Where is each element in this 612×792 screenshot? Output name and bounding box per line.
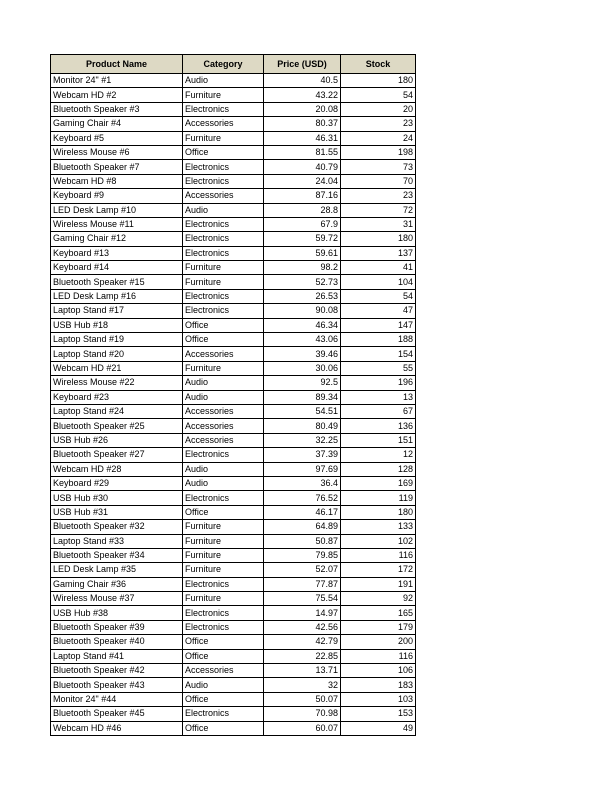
table-row (51, 390, 416, 404)
cell-price: 20.08 (264, 102, 341, 116)
table-row (51, 433, 416, 447)
cell-category: Accessories (183, 433, 264, 447)
cell-category: Furniture (183, 592, 264, 606)
cell-category: Office (183, 318, 264, 332)
cell-stock: 200 (341, 635, 416, 649)
cell-category: Furniture (183, 131, 264, 145)
cell-product-name: Monitor 24" #1 (51, 74, 183, 88)
table-row (51, 707, 416, 721)
cell-product-name: Monitor 24" #44 (51, 692, 183, 706)
table-row (51, 189, 416, 203)
cell-category: Furniture (183, 520, 264, 534)
cell-category: Office (183, 649, 264, 663)
cell-category: Electronics (183, 289, 264, 303)
table-row (51, 88, 416, 102)
cell-stock: 198 (341, 145, 416, 159)
cell-category: Audio (183, 390, 264, 404)
cell-price: 87.16 (264, 189, 341, 203)
table-row (51, 304, 416, 318)
cell-product-name: Keyboard #13 (51, 246, 183, 260)
cell-product-name: Bluetooth Speaker #40 (51, 635, 183, 649)
table-row (51, 476, 416, 490)
cell-price: 98.2 (264, 261, 341, 275)
cell-stock: 180 (341, 74, 416, 88)
table-row (51, 664, 416, 678)
cell-category: Accessories (183, 664, 264, 678)
cell-product-name: Keyboard #9 (51, 189, 183, 203)
table-row (51, 678, 416, 692)
cell-category: Accessories (183, 419, 264, 433)
cell-stock: 116 (341, 548, 416, 562)
table-row (51, 548, 416, 562)
table-body (51, 74, 416, 736)
cell-price: 26.53 (264, 289, 341, 303)
cell-stock: 106 (341, 664, 416, 678)
cell-category: Office (183, 505, 264, 519)
cell-product-name: Wireless Mouse #11 (51, 217, 183, 231)
cell-price: 39.46 (264, 347, 341, 361)
cell-stock: 73 (341, 160, 416, 174)
cell-product-name: Gaming Chair #36 (51, 577, 183, 591)
cell-product-name: USB Hub #30 (51, 491, 183, 505)
cell-category: Accessories (183, 189, 264, 203)
cell-product-name: Bluetooth Speaker #39 (51, 620, 183, 634)
cell-product-name: Bluetooth Speaker #45 (51, 707, 183, 721)
cell-product-name: Bluetooth Speaker #42 (51, 664, 183, 678)
cell-product-name: Gaming Chair #4 (51, 117, 183, 131)
cell-product-name: USB Hub #26 (51, 433, 183, 447)
table-row (51, 160, 416, 174)
cell-product-name: Laptop Stand #19 (51, 333, 183, 347)
cell-stock: 70 (341, 174, 416, 188)
table-row (51, 692, 416, 706)
cell-category: Office (183, 333, 264, 347)
product-table (50, 54, 416, 736)
cell-price: 28.8 (264, 203, 341, 217)
cell-product-name: Laptop Stand #17 (51, 304, 183, 318)
cell-product-name: Laptop Stand #20 (51, 347, 183, 361)
cell-price: 52.73 (264, 275, 341, 289)
cell-category: Electronics (183, 304, 264, 318)
table-row (51, 505, 416, 519)
cell-stock: 23 (341, 117, 416, 131)
table-row (51, 217, 416, 231)
table-row (51, 131, 416, 145)
table-row (51, 462, 416, 476)
cell-stock: 196 (341, 376, 416, 390)
cell-category: Furniture (183, 361, 264, 375)
cell-stock: 147 (341, 318, 416, 332)
cell-price: 75.54 (264, 592, 341, 606)
cell-price: 37.39 (264, 448, 341, 462)
cell-stock: 12 (341, 448, 416, 462)
cell-price: 89.34 (264, 390, 341, 404)
header-product-name: Product Name (51, 55, 183, 74)
cell-stock: 23 (341, 189, 416, 203)
cell-price: 67.9 (264, 217, 341, 231)
table-row (51, 117, 416, 131)
cell-category: Audio (183, 376, 264, 390)
cell-stock: 104 (341, 275, 416, 289)
cell-stock: 183 (341, 678, 416, 692)
cell-category: Audio (183, 203, 264, 217)
cell-category: Audio (183, 462, 264, 476)
table-row (51, 620, 416, 634)
cell-price: 81.55 (264, 145, 341, 159)
cell-price: 92.5 (264, 376, 341, 390)
cell-stock: 67 (341, 404, 416, 418)
cell-category: Electronics (183, 577, 264, 591)
cell-product-name: USB Hub #38 (51, 606, 183, 620)
cell-stock: 49 (341, 721, 416, 735)
table-row (51, 404, 416, 418)
cell-stock: 136 (341, 419, 416, 433)
table-row (51, 318, 416, 332)
cell-price: 46.17 (264, 505, 341, 519)
table-row (51, 246, 416, 260)
cell-product-name: Bluetooth Speaker #7 (51, 160, 183, 174)
cell-stock: 169 (341, 476, 416, 490)
cell-product-name: Laptop Stand #33 (51, 534, 183, 548)
table-row (51, 721, 416, 735)
cell-product-name: Bluetooth Speaker #3 (51, 102, 183, 116)
cell-price: 30.06 (264, 361, 341, 375)
cell-category: Electronics (183, 707, 264, 721)
cell-category: Furniture (183, 261, 264, 275)
cell-category: Furniture (183, 88, 264, 102)
cell-price: 42.79 (264, 635, 341, 649)
cell-product-name: Keyboard #14 (51, 261, 183, 275)
cell-price: 13.71 (264, 664, 341, 678)
cell-category: Audio (183, 678, 264, 692)
cell-price: 79.85 (264, 548, 341, 562)
cell-stock: 188 (341, 333, 416, 347)
cell-price: 90.08 (264, 304, 341, 318)
cell-product-name: Laptop Stand #24 (51, 404, 183, 418)
cell-category: Electronics (183, 246, 264, 260)
cell-product-name: Laptop Stand #41 (51, 649, 183, 663)
cell-stock: 55 (341, 361, 416, 375)
cell-stock: 172 (341, 563, 416, 577)
cell-price: 77.87 (264, 577, 341, 591)
table-row (51, 261, 416, 275)
cell-product-name: Bluetooth Speaker #15 (51, 275, 183, 289)
cell-category: Electronics (183, 232, 264, 246)
cell-stock: 31 (341, 217, 416, 231)
cell-price: 42.56 (264, 620, 341, 634)
cell-price: 52.07 (264, 563, 341, 577)
cell-category: Office (183, 721, 264, 735)
cell-product-name: Gaming Chair #12 (51, 232, 183, 246)
cell-price: 54.51 (264, 404, 341, 418)
cell-product-name: Bluetooth Speaker #34 (51, 548, 183, 562)
table-row (51, 275, 416, 289)
cell-product-name: LED Desk Lamp #35 (51, 563, 183, 577)
cell-price: 60.07 (264, 721, 341, 735)
cell-price: 43.06 (264, 333, 341, 347)
cell-product-name: Wireless Mouse #22 (51, 376, 183, 390)
cell-product-name: Bluetooth Speaker #27 (51, 448, 183, 462)
cell-category: Electronics (183, 174, 264, 188)
cell-category: Audio (183, 476, 264, 490)
header-row (51, 55, 416, 74)
cell-stock: 102 (341, 534, 416, 548)
cell-stock: 179 (341, 620, 416, 634)
cell-price: 59.61 (264, 246, 341, 260)
table-row (51, 563, 416, 577)
cell-product-name: Bluetooth Speaker #43 (51, 678, 183, 692)
cell-stock: 24 (341, 131, 416, 145)
cell-price: 22.85 (264, 649, 341, 663)
cell-stock: 72 (341, 203, 416, 217)
cell-category: Furniture (183, 534, 264, 548)
product-sheet (50, 54, 415, 736)
cell-category: Electronics (183, 606, 264, 620)
cell-product-name: LED Desk Lamp #16 (51, 289, 183, 303)
cell-price: 50.87 (264, 534, 341, 548)
cell-price: 24.04 (264, 174, 341, 188)
cell-stock: 137 (341, 246, 416, 260)
cell-product-name: Bluetooth Speaker #25 (51, 419, 183, 433)
cell-product-name: Keyboard #23 (51, 390, 183, 404)
cell-product-name: LED Desk Lamp #10 (51, 203, 183, 217)
table-row (51, 347, 416, 361)
table-row (51, 606, 416, 620)
cell-stock: 54 (341, 289, 416, 303)
cell-product-name: Webcam HD #8 (51, 174, 183, 188)
cell-price: 46.34 (264, 318, 341, 332)
table-row (51, 174, 416, 188)
cell-price: 59.72 (264, 232, 341, 246)
cell-product-name: Webcam HD #46 (51, 721, 183, 735)
cell-stock: 133 (341, 520, 416, 534)
cell-stock: 119 (341, 491, 416, 505)
cell-price: 70.98 (264, 707, 341, 721)
table-row (51, 333, 416, 347)
cell-stock: 153 (341, 707, 416, 721)
cell-stock: 165 (341, 606, 416, 620)
cell-product-name: USB Hub #18 (51, 318, 183, 332)
cell-category: Furniture (183, 548, 264, 562)
cell-stock: 128 (341, 462, 416, 476)
table-row (51, 102, 416, 116)
table-row (51, 419, 416, 433)
cell-stock: 103 (341, 692, 416, 706)
table-row (51, 520, 416, 534)
cell-product-name: Webcam HD #21 (51, 361, 183, 375)
cell-category: Electronics (183, 102, 264, 116)
cell-product-name: USB Hub #31 (51, 505, 183, 519)
cell-category: Electronics (183, 448, 264, 462)
table-row (51, 376, 416, 390)
cell-price: 80.49 (264, 419, 341, 433)
cell-category: Electronics (183, 620, 264, 634)
cell-stock: 116 (341, 649, 416, 663)
cell-category: Office (183, 635, 264, 649)
table-row (51, 491, 416, 505)
cell-category: Accessories (183, 117, 264, 131)
cell-product-name: Keyboard #5 (51, 131, 183, 145)
table-row (51, 203, 416, 217)
table-row (51, 448, 416, 462)
cell-product-name: Wireless Mouse #37 (51, 592, 183, 606)
cell-price: 76.52 (264, 491, 341, 505)
table-row (51, 145, 416, 159)
cell-category: Electronics (183, 217, 264, 231)
header-category: Category (183, 55, 264, 74)
cell-stock: 47 (341, 304, 416, 318)
cell-category: Accessories (183, 404, 264, 418)
cell-price: 97.69 (264, 462, 341, 476)
cell-category: Furniture (183, 275, 264, 289)
cell-product-name: Bluetooth Speaker #32 (51, 520, 183, 534)
cell-stock: 180 (341, 505, 416, 519)
cell-price: 50.07 (264, 692, 341, 706)
table-row (51, 534, 416, 548)
cell-stock: 154 (341, 347, 416, 361)
cell-category: Electronics (183, 160, 264, 174)
cell-category: Audio (183, 74, 264, 88)
cell-price: 32 (264, 678, 341, 692)
cell-category: Electronics (183, 491, 264, 505)
cell-price: 64.89 (264, 520, 341, 534)
cell-stock: 191 (341, 577, 416, 591)
cell-product-name: Keyboard #29 (51, 476, 183, 490)
table-row (51, 361, 416, 375)
cell-stock: 20 (341, 102, 416, 116)
cell-price: 40.5 (264, 74, 341, 88)
table-row (51, 592, 416, 606)
cell-price: 43.22 (264, 88, 341, 102)
cell-price: 40.79 (264, 160, 341, 174)
table-row (51, 649, 416, 663)
table-row (51, 635, 416, 649)
cell-stock: 180 (341, 232, 416, 246)
cell-stock: 92 (341, 592, 416, 606)
cell-category: Accessories (183, 347, 264, 361)
cell-category: Office (183, 692, 264, 706)
cell-price: 36.4 (264, 476, 341, 490)
table-row (51, 74, 416, 88)
cell-stock: 13 (341, 390, 416, 404)
cell-stock: 151 (341, 433, 416, 447)
cell-stock: 54 (341, 88, 416, 102)
cell-price: 46.31 (264, 131, 341, 145)
cell-price: 32.25 (264, 433, 341, 447)
header-price: Price (USD) (264, 55, 341, 74)
cell-product-name: Wireless Mouse #6 (51, 145, 183, 159)
cell-price: 80.37 (264, 117, 341, 131)
table-row (51, 577, 416, 591)
cell-category: Furniture (183, 563, 264, 577)
cell-stock: 41 (341, 261, 416, 275)
cell-price: 14.97 (264, 606, 341, 620)
cell-product-name: Webcam HD #28 (51, 462, 183, 476)
cell-product-name: Webcam HD #2 (51, 88, 183, 102)
table-row (51, 289, 416, 303)
table-row (51, 232, 416, 246)
header-stock: Stock (341, 55, 416, 74)
cell-category: Office (183, 145, 264, 159)
